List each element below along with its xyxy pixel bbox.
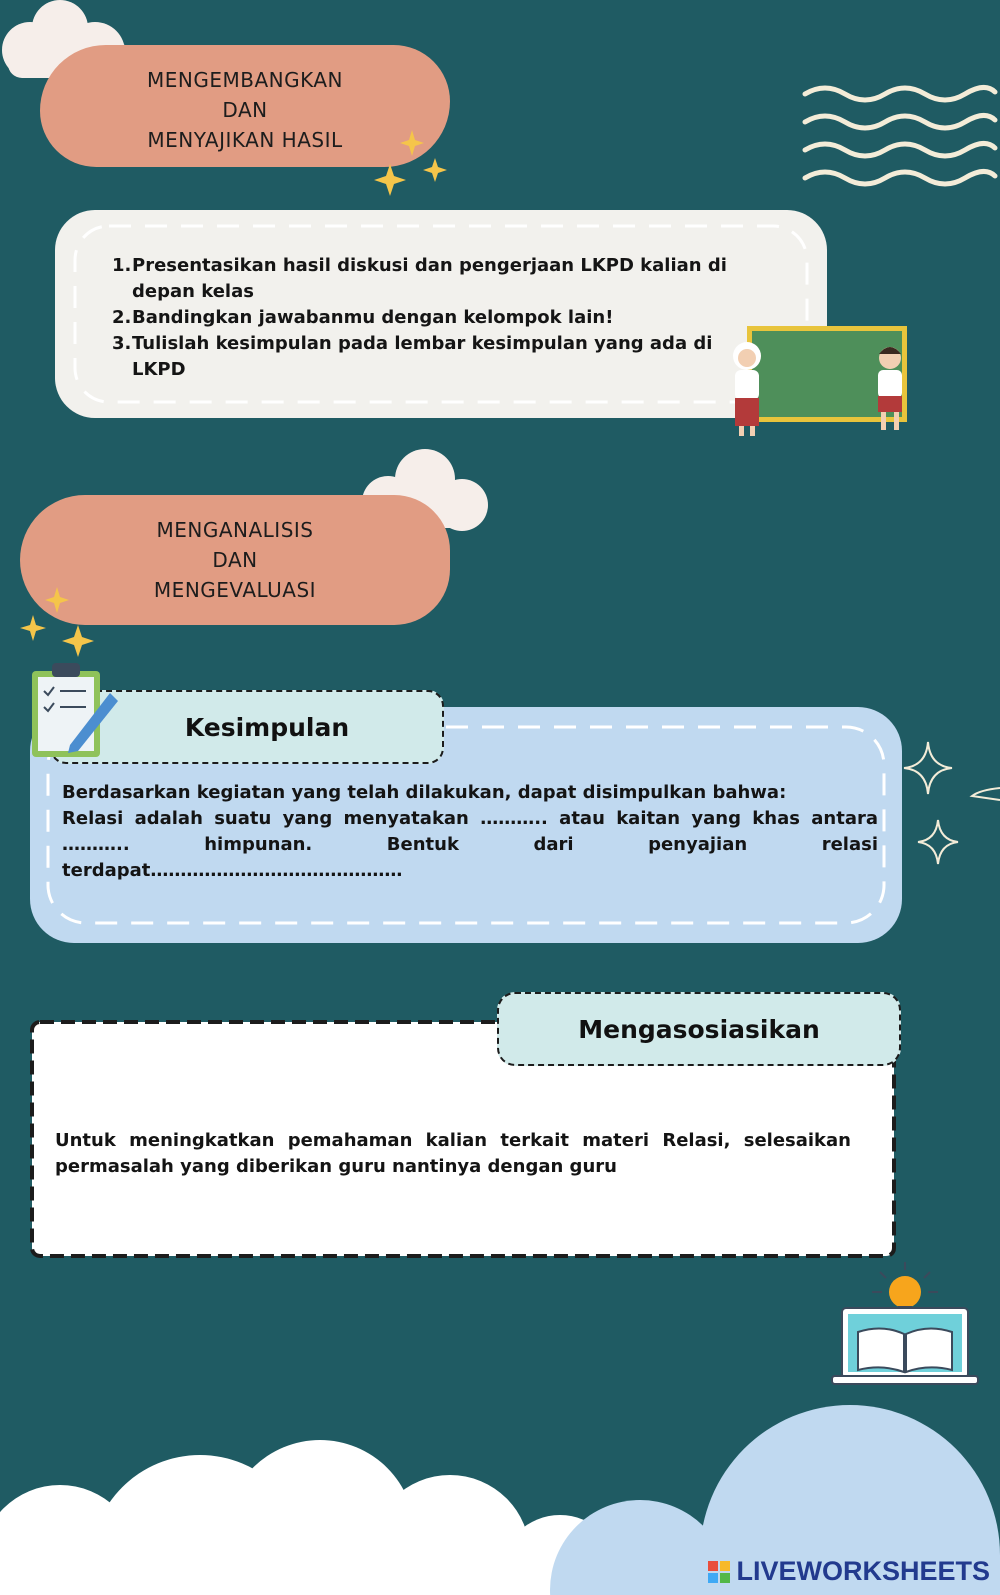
clipboard-icon <box>30 655 120 760</box>
conclusion-text <box>62 780 878 884</box>
heading-line: DAN <box>212 548 258 572</box>
sparkle-icon <box>370 128 455 200</box>
associate-title-tab <box>497 992 901 1066</box>
heading-line: MENYAJIKAN HASIL <box>147 128 343 152</box>
sparkle-icon <box>15 585 100 660</box>
heading-line: MENGANALISIS <box>156 518 314 542</box>
list-number: 3. <box>112 333 132 354</box>
conclusion-line: Berdasarkan kegiatan yang telah dilakukan, dapat disimpulkan bahwa: <box>62 782 787 803</box>
heading-line: MENGEVALUASI <box>153 578 317 602</box>
associate-line: Untuk meningkatkan pemahaman kalian terkait materi Relasi, selesaikan permasalah yang diberikan guru nantinya dengan guru <box>55 1130 851 1177</box>
open-book-laptop-icon <box>830 1260 980 1390</box>
wave-lines-icon <box>800 82 1000 197</box>
brand-name: LIVEWORKSHEETS <box>736 1556 990 1586</box>
heading-line: MENGEMBANGKAN <box>146 68 343 92</box>
list-number: 1. <box>112 255 132 276</box>
conclusion-line: Relasi adalah suatu yang menyatakan ……….. atau kaitan yang khas antara ……….. himpunan. Bentuk dari penyajian relasi terdapat…………………………………… <box>62 808 878 881</box>
associate-text <box>55 1128 851 1180</box>
sparkle-icon <box>900 740 1000 885</box>
steps-list <box>112 253 752 383</box>
teacher-board-icon <box>725 320 925 445</box>
list-item <box>112 305 752 331</box>
conclusion-title: Kesimpulan <box>184 712 350 742</box>
list-item <box>112 331 752 383</box>
list-item <box>112 253 752 305</box>
associate-title: Mengasosiasikan <box>578 1014 820 1044</box>
list-text: Presentasikan hasil diskusi dan pengerjaan LKPD kalian di depan kelas <box>132 255 727 302</box>
liveworksheets-logo-icon <box>708 1561 730 1583</box>
list-text: Tulislah kesimpulan pada lembar kesimpulan yang ada di LKPD <box>132 333 713 380</box>
brand-logo <box>708 1556 990 1587</box>
list-number: 2. <box>112 307 132 328</box>
list-text: Bandingkan jawabanmu dengan kelompok lain! <box>132 307 614 328</box>
heading-line: DAN <box>222 98 268 122</box>
